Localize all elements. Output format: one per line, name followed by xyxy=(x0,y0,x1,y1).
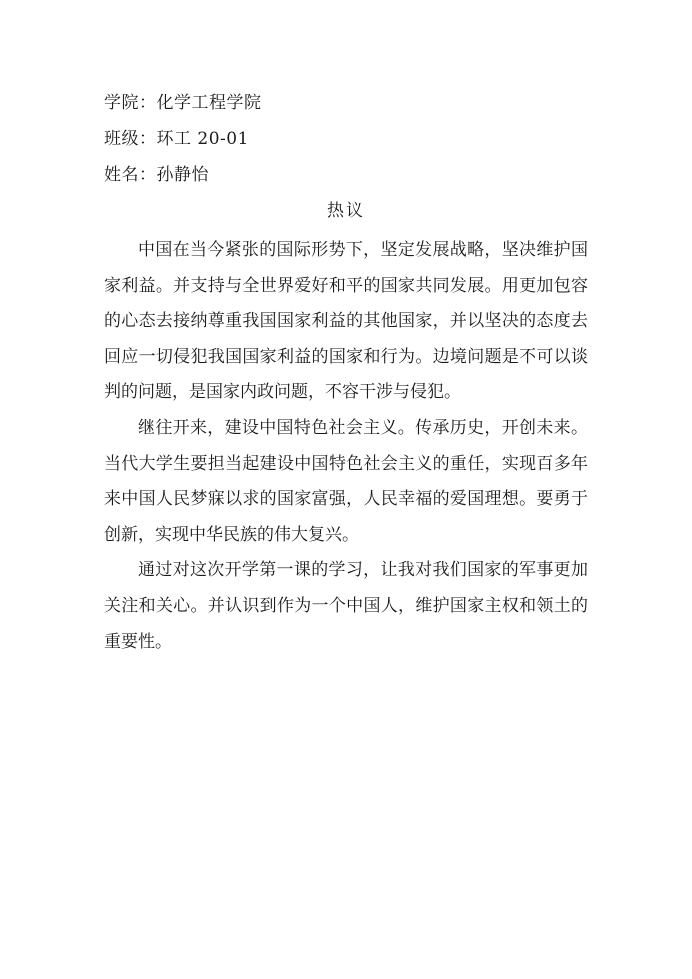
document-body xyxy=(104,233,588,660)
class-value: 环工 20-01 xyxy=(156,129,249,149)
document-title: 热议 xyxy=(327,201,365,221)
college-value: 化学工程学院 xyxy=(156,93,262,113)
paragraph: 通过对这次开学第一课的学习，让我对我们国家的军事更加关注和关心。并认识到作为一个中国人，维护国家主权和领土的重要性。 xyxy=(104,560,588,652)
name-label: 姓名： xyxy=(104,165,157,185)
paragraph: 继往开来，建设中国特色社会主义。传承历史，开创未来。当代大学生要担当起建设中国特色社会主义的重任，实现百多年来中国人民梦寐以求的国家富强，人民幸福的爱国理想。要勇于创新，实现中华民族的伟大复兴。 xyxy=(104,417,588,545)
college-label: 学院： xyxy=(104,93,157,113)
paragraph: 中国在当今紧张的国际形势下，坚定发展战略，坚决维护国家利益。并支持与全世界爱好和平的国家共同发展。用更加包容的心态去接纳尊重我国国家利益的其他国家，并以坚决的态度去回应一切侵犯我国国家利益的国家和行为。边境问题是不可以谈判的问题，是国家内政问题，不容干涉与侵犯。 xyxy=(104,240,588,403)
class-line xyxy=(104,127,249,151)
name-value: 孙静怡 xyxy=(156,165,209,185)
class-label: 班级： xyxy=(104,129,157,149)
college-line xyxy=(104,91,262,115)
name-line xyxy=(104,163,209,187)
